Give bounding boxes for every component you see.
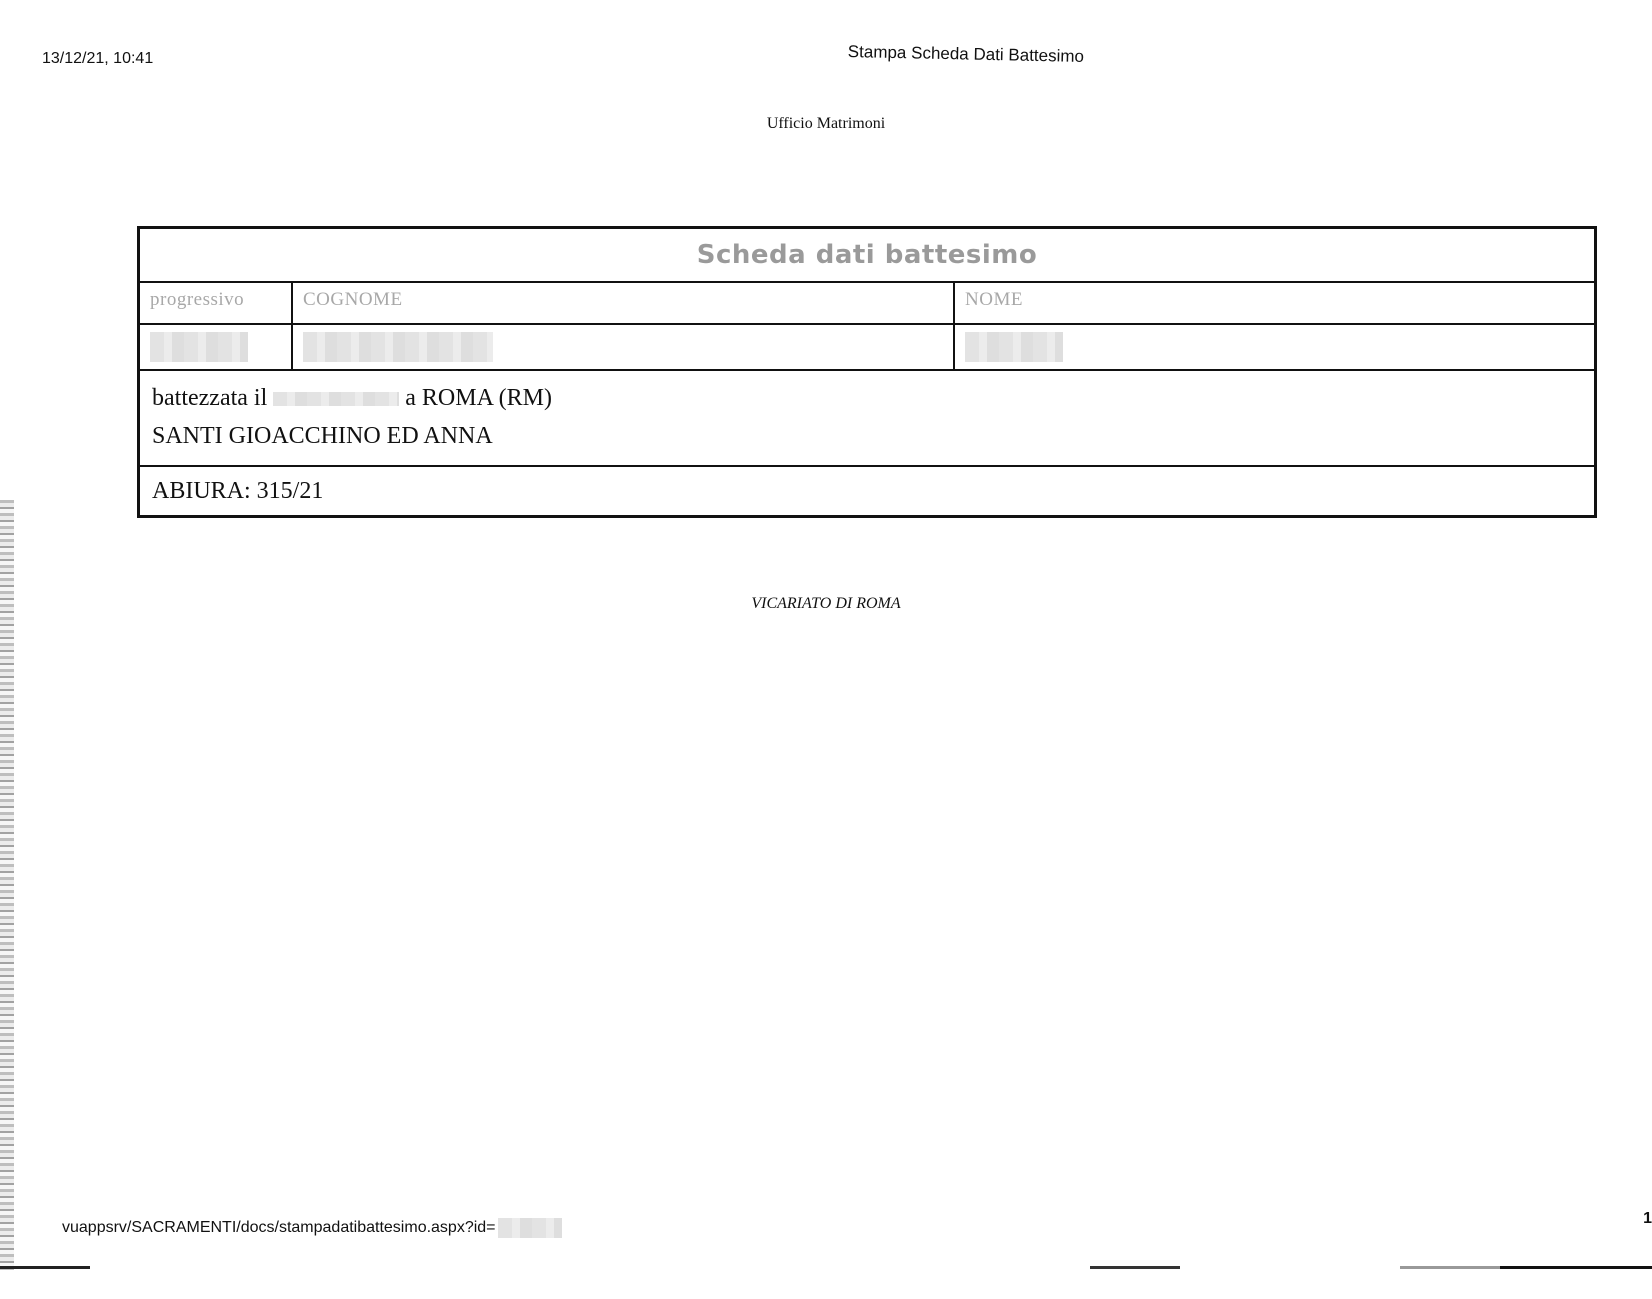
scan-edge-bottom bbox=[0, 1266, 1652, 1269]
card-values-row bbox=[140, 325, 1594, 371]
baptism-card bbox=[137, 226, 1597, 518]
scan-edge-left bbox=[0, 500, 14, 1270]
footer-url-text: vuappsrv/SACRAMENTI/docs/stampadatibattesimo.aspx?id= bbox=[62, 1219, 496, 1236]
baptism-line bbox=[152, 379, 1582, 417]
baptism-place: a ROMA (RM) bbox=[405, 385, 552, 411]
cognome-value bbox=[293, 325, 955, 369]
nome-value bbox=[955, 325, 1594, 369]
column-cognome: COGNOME bbox=[293, 283, 955, 323]
redacted-nome bbox=[965, 332, 1063, 362]
redacted-cognome bbox=[303, 332, 493, 362]
card-header-row bbox=[140, 283, 1594, 325]
redacted-url-id bbox=[498, 1218, 562, 1238]
footer-url bbox=[62, 1218, 562, 1238]
print-datetime: 13/12/21, 10:41 bbox=[42, 50, 154, 67]
column-nome: NOME bbox=[965, 289, 1023, 310]
office-name: Ufficio Matrimoni bbox=[766, 115, 886, 132]
column-progressivo: progressivo bbox=[140, 283, 293, 323]
abiura-number: ABIURA: 315/21 bbox=[152, 478, 324, 504]
progressivo-value bbox=[140, 325, 293, 369]
vicariato-label: VICARIATO DI ROMA bbox=[751, 595, 901, 612]
baptism-details bbox=[140, 371, 1594, 467]
redacted-baptism-date bbox=[273, 392, 399, 406]
parish-name: SANTI GIOACCHINO ED ANNA bbox=[152, 423, 493, 449]
baptism-prefix: battezzata il bbox=[152, 385, 268, 411]
page-number: 1 bbox=[1643, 1210, 1652, 1227]
card-title: Scheda dati battesimo bbox=[140, 229, 1594, 283]
redacted-progressivo bbox=[150, 332, 248, 362]
print-title: Stampa Scheda Dati Battesimo bbox=[847, 42, 1085, 66]
